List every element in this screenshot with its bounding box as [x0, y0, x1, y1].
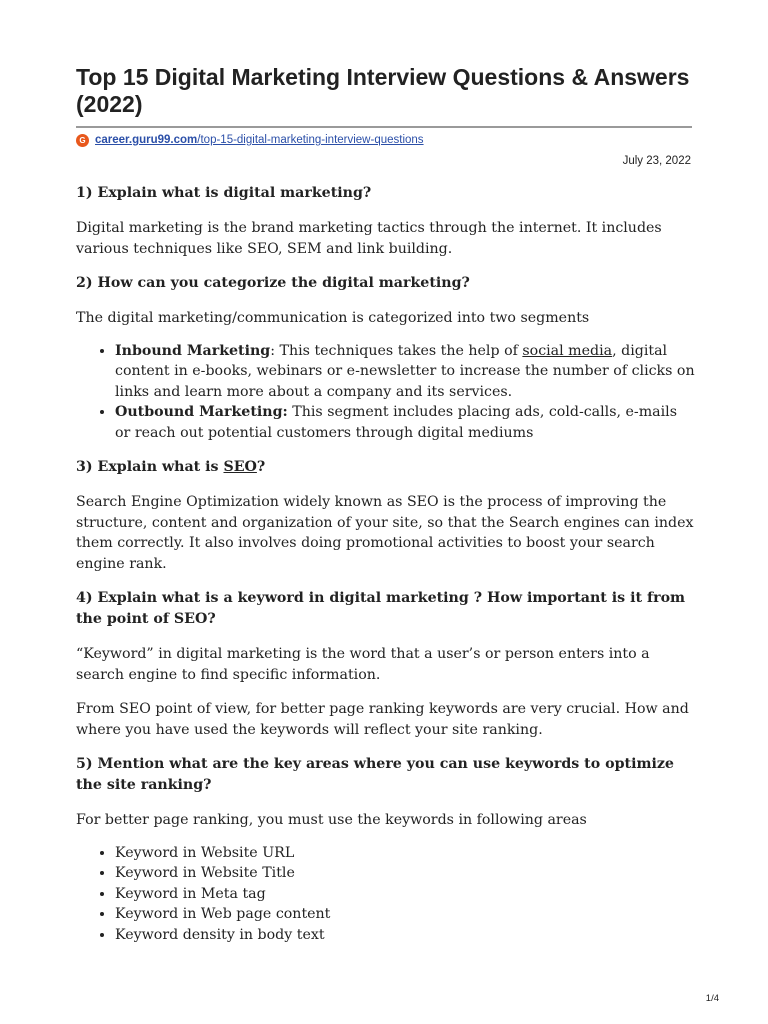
- inbound-text-before: : This techniques takes the help of: [270, 342, 523, 359]
- question-2-list: [76, 341, 696, 444]
- guru99-favicon-icon: G: [76, 134, 89, 147]
- inbound-term: Inbound Marketing: [115, 342, 271, 359]
- list-item: • Keyword in Website Title: [115, 863, 696, 884]
- list-item: • Keyword in Website URL: [115, 843, 696, 864]
- question-3-heading: [76, 457, 696, 478]
- source-path-link[interactable]: /top-15-digital-marketing-interview-questions: [197, 134, 424, 146]
- page-number: 1/4: [705, 993, 719, 1004]
- social-media-link[interactable]: social media: [522, 342, 613, 359]
- question-1-answer: Digital marketing is the brand marketing tactics through the internet. It includes various techniques like SEO, SEM and link building.: [76, 220, 662, 257]
- list-item: • Keyword in Meta tag: [115, 884, 696, 905]
- question-5-intro: For better page ranking, you must use the keywords in following areas: [76, 812, 587, 828]
- question-3-answer: Search Engine Optimization widely known as SEO is the process of improving the structure, content and organization of your site, so that the Search engines can index them correctly. It also involves doing promotional activities to boost your search engine rank.: [76, 494, 694, 572]
- title-divider: [76, 126, 692, 128]
- publish-date: July 23, 2022: [622, 155, 691, 167]
- inbound-text-after: , digital content in e-books, webinars or e-newsletter to increase the number of clicks on links and learn more about a company and its services.: [115, 342, 695, 400]
- question-3-prefix: 3) Explain what is: [76, 459, 224, 475]
- question-1-heading: 1) Explain what is digital marketing?: [76, 185, 372, 201]
- question-5-heading: 5) Mention what are the key areas where you can use keywords to optimize the site ranking?: [76, 756, 674, 793]
- question-3-suffix: ?: [256, 459, 266, 475]
- outbound-text: This segment includes placing ads, cold-calls, e-mails or reach out potential customers through digital mediums: [115, 404, 677, 441]
- question-5-list: [76, 843, 696, 946]
- question-4-answer-1: “Keyword” in digital marketing is the word that a user’s or person enters into a search engine to find specific information.: [76, 646, 650, 683]
- outbound-term: Outbound Marketing:: [115, 404, 288, 420]
- seo-link[interactable]: SEO: [223, 459, 257, 475]
- question-2-intro: The digital marketing/communication is categorized into two segments: [76, 310, 590, 326]
- page-title: Top 15 Digital Marketing Interview Questions & Answers (2022): [76, 64, 690, 117]
- source-domain-link[interactable]: career.guru99.com: [95, 134, 198, 146]
- question-2-heading: 2) How can you categorize the digital marketing?: [76, 275, 470, 291]
- source-link-row[interactable]: [76, 132, 424, 148]
- article-body: [76, 183, 696, 959]
- question-4-answer-2: From SEO point of view, for better page ranking keywords are very crucial. How and where you have used the keywords will reflect your site ranking.: [76, 701, 689, 738]
- question-4-heading: 4) Explain what is a keyword in digital marketing ? How important is it from the point of SEO?: [76, 590, 686, 627]
- list-item: • Keyword in Web page content: [115, 904, 696, 925]
- list-item: [115, 341, 696, 403]
- list-item: [115, 402, 696, 443]
- list-item: • Keyword density in body text: [115, 925, 696, 946]
